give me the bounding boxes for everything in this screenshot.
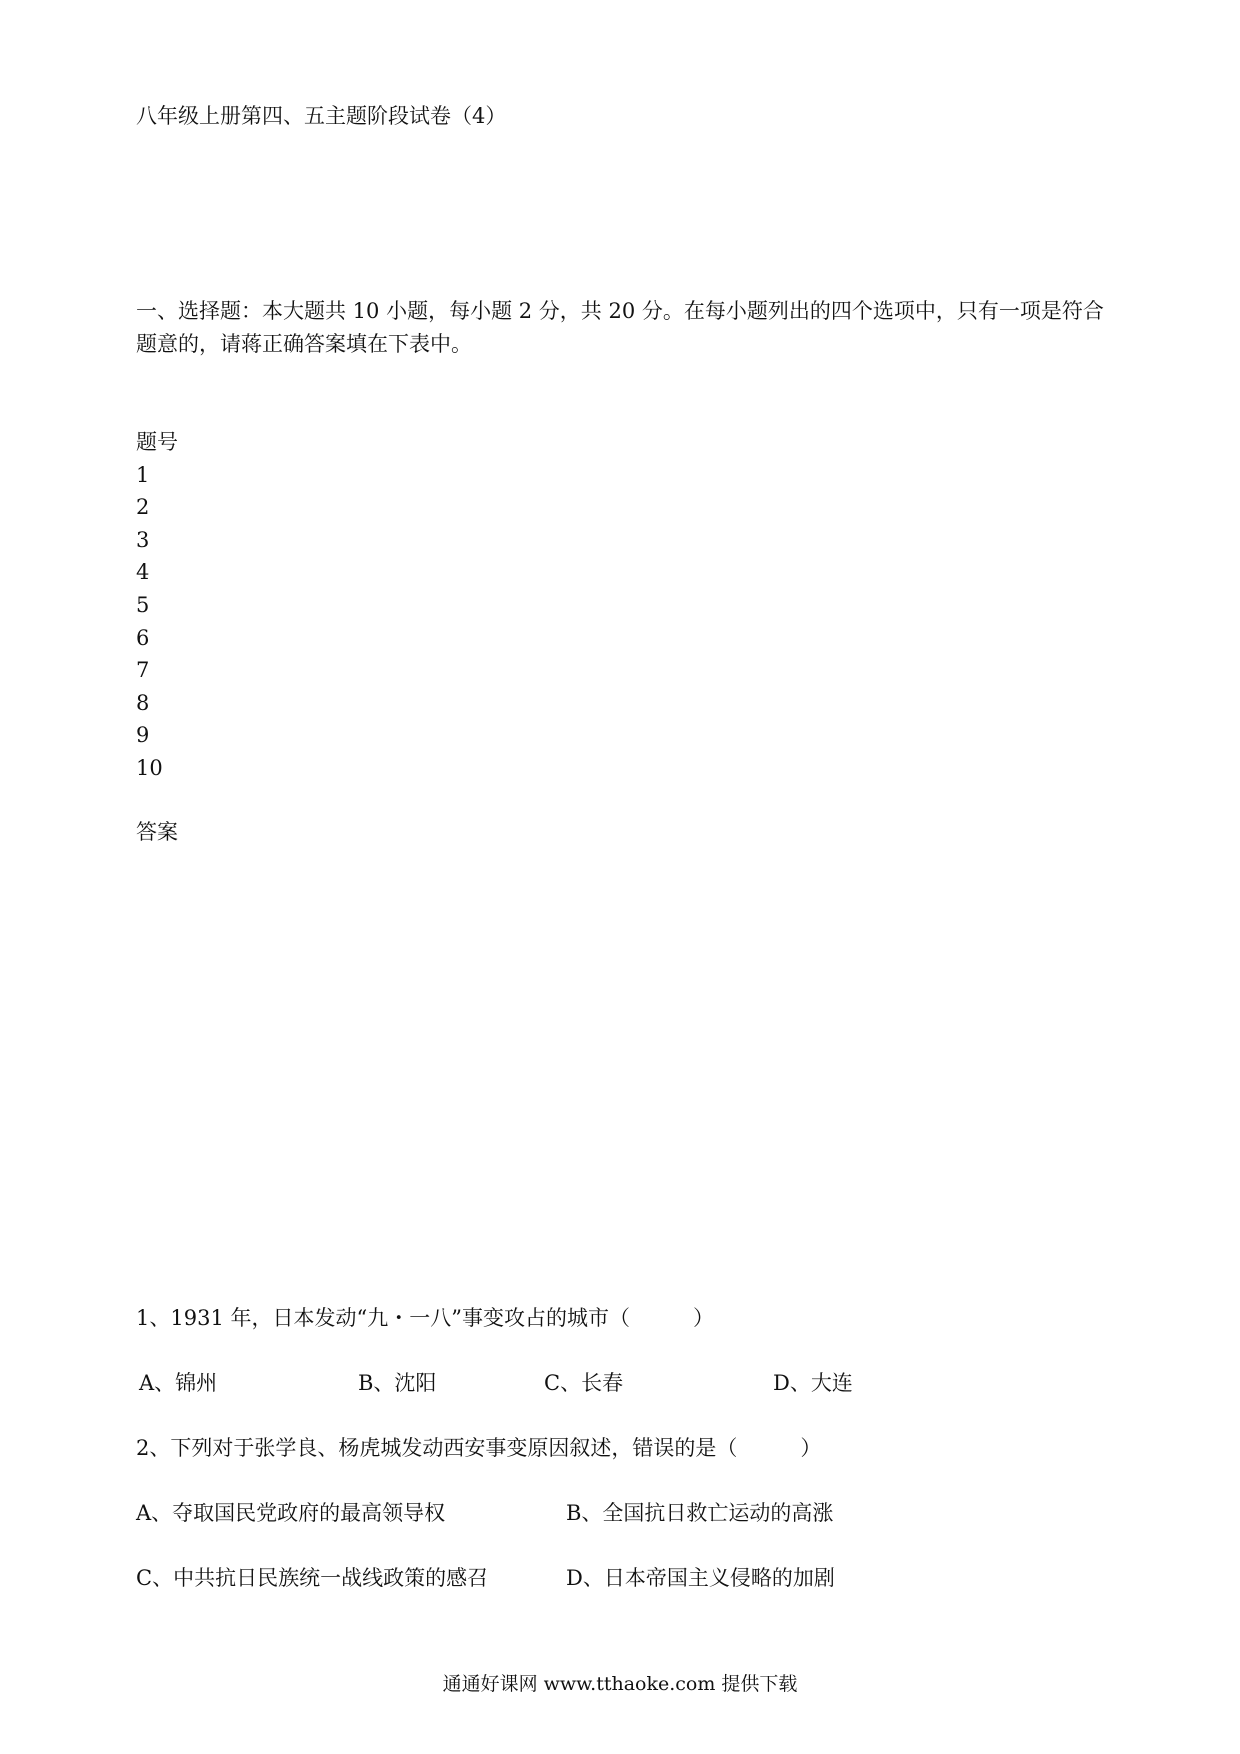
- question-option: C、长春: [544, 1371, 624, 1395]
- section-one-instructions-line2: 题意的，请蒋正确答案填在下表中。: [136, 332, 472, 356]
- answer-table-number: 4: [136, 560, 150, 584]
- answer-table-number: 1: [136, 463, 150, 487]
- question-option: A、夺取国民党政府的最高领导权: [136, 1501, 446, 1525]
- section-one-instructions-line1: 一、选择题：本大题共 10 小题，每小题 2 分，共 20 分。在每小题列出的四个选项中，只有一项是符合: [136, 299, 1104, 323]
- answer-table-answer-label: 答案: [136, 820, 178, 844]
- answer-table-number: 9: [136, 723, 150, 747]
- document-title: 八年级上册第四、五主题阶段试卷（4）: [136, 104, 507, 128]
- answer-table-number: 5: [136, 593, 150, 617]
- answer-table-header: 题号: [136, 430, 178, 454]
- page-footer: 通通好课网 www.tthaoke.com 提供下载: [442, 1673, 798, 1695]
- answer-table-number: 2: [136, 495, 150, 519]
- question-option: A、锦州: [139, 1371, 218, 1395]
- question-stem: 1、1931 年，日本发动“九・一八”事变攻占的城市（ ）: [136, 1306, 714, 1330]
- question-option: C、中共抗日民族统一战线政策的感召: [136, 1566, 489, 1590]
- question-stem: 2、下列对于张学良、杨虎城发动西安事变原因叙述，错误的是（ ）: [136, 1436, 822, 1460]
- question-option: D、大连: [773, 1371, 853, 1395]
- answer-table-number: 7: [136, 658, 150, 682]
- answer-table-number: 8: [136, 691, 150, 715]
- answer-table-number: 10: [136, 756, 163, 780]
- answer-table-number: 6: [136, 626, 150, 650]
- question-option: D、日本帝国主义侵略的加剧: [566, 1566, 835, 1590]
- question-option: B、全国抗日救亡运动的高涨: [566, 1501, 834, 1525]
- question-option: B、沈阳: [358, 1371, 437, 1395]
- answer-table-number: 3: [136, 528, 150, 552]
